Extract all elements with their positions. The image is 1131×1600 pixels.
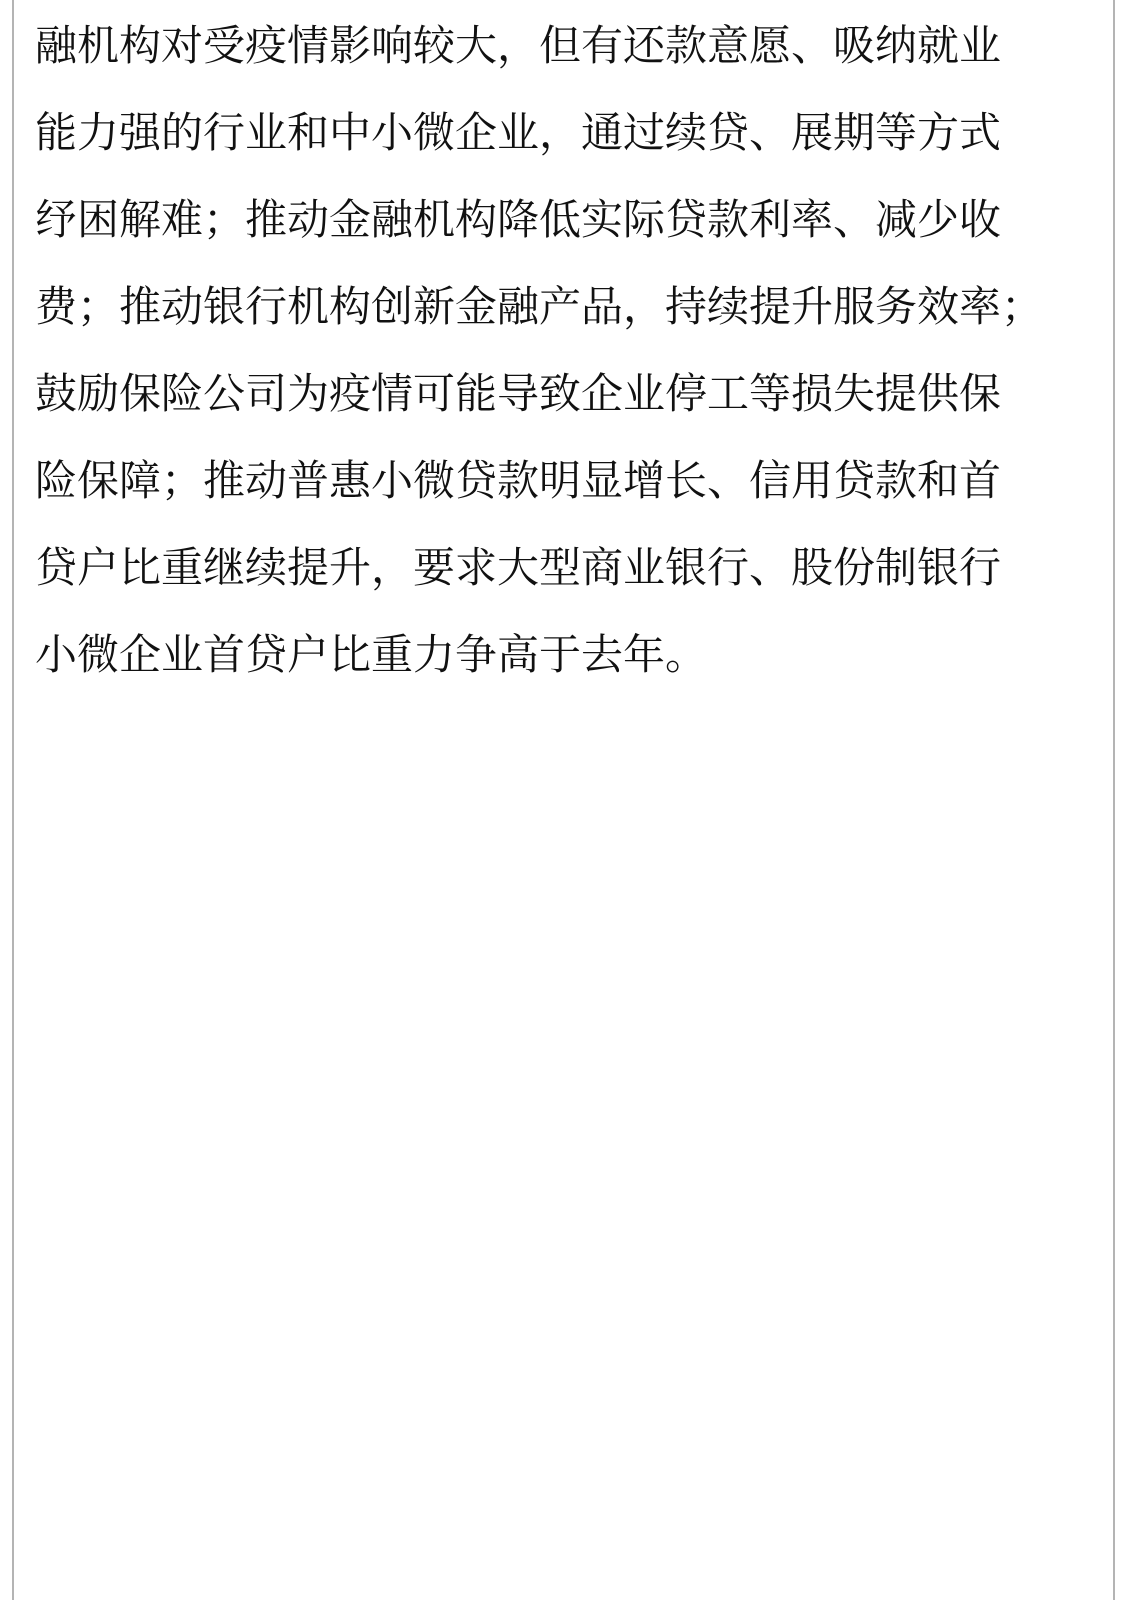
text-line-4: 费；推动银行机构创新金融产品，持续提升服务效率； [35,282,1044,331]
article-body [35,2,1105,698]
text-line-8: 小微企业首贷户比重力争高于去年。 [35,630,708,679]
page-frame [12,0,1115,1600]
text-line-3: 纾困解难；推动金融机构降低实际贷款利率、减少收 [35,195,1002,244]
text-line-2: 能力强的行业和中小微企业，通过续贷、展期等方式 [35,108,1002,157]
text-line-7: 贷户比重继续提升，要求大型商业银行、股份制银行 [35,543,1002,592]
text-line-6: 险保障；推动普惠小微贷款明显增长、信用贷款和首 [35,456,1002,505]
text-line-1: 融机构对受疫情影响较大，但有还款意愿、吸纳就业 [35,21,1002,70]
text-line-5: 鼓励保险公司为疫情可能导致企业停工等损失提供保 [35,369,1002,418]
